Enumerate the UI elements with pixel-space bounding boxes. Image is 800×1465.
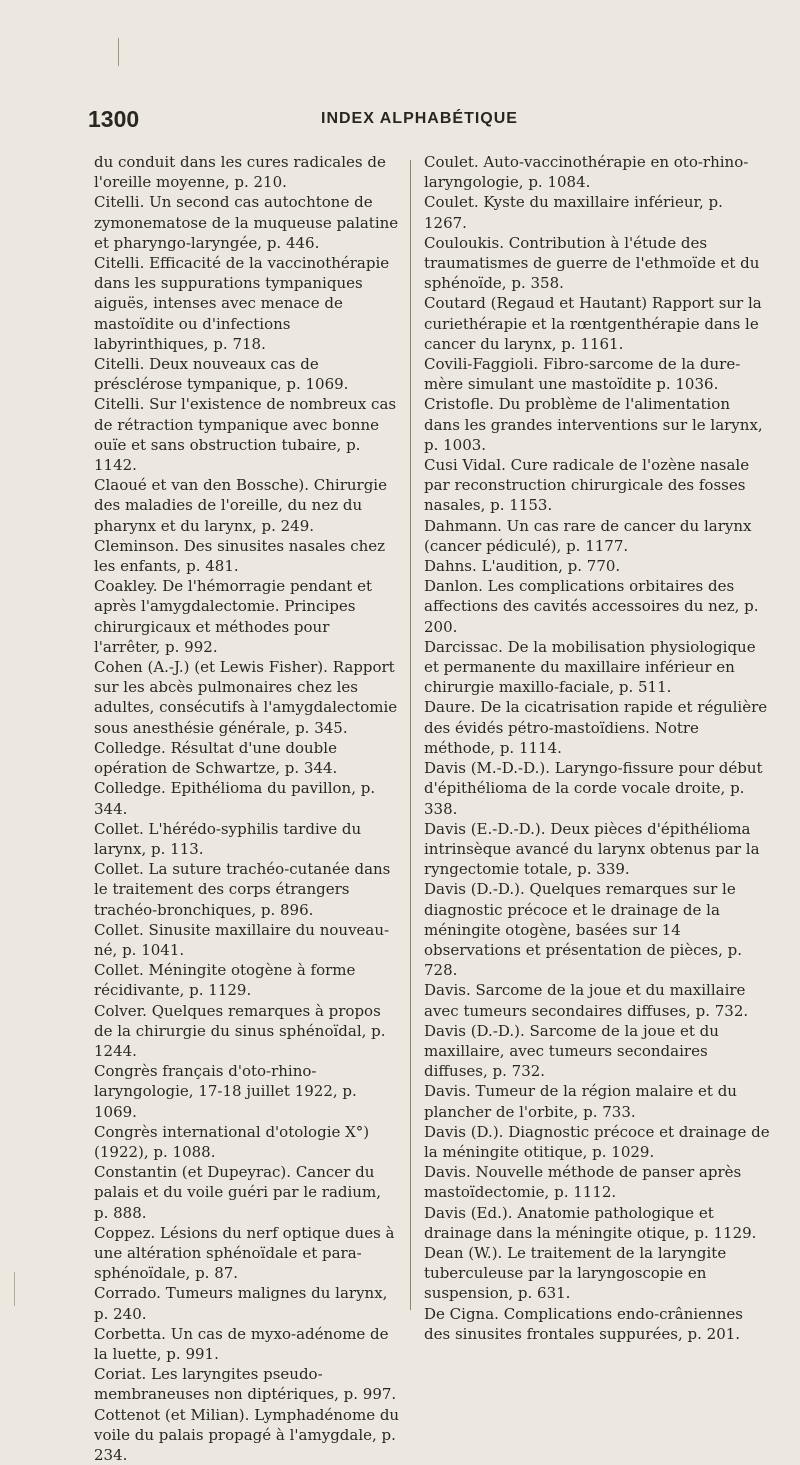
scan-mark <box>118 38 119 66</box>
index-entry: Daure. De la cicatrisation rapide et régulière des évidés pétro-mastoïdiens. Notre méthode, p. 1114. <box>424 698 768 757</box>
index-entry: Davis (E.-D.-D.). Deux pièces d'épithélioma intrinsèque avancé du larynx obtenus par la ryngectomie totale, p. 339. <box>424 819 760 879</box>
left-column <box>94 152 400 1465</box>
index-entry: Covili-Faggioli. Fibro-sarcome de la dure-mère simulant une mastoïdite p. 1036. <box>424 355 741 394</box>
index-entry: Danlon. Les complications orbitaires des affections des cavités accessoires du nez, p. 200. <box>424 577 759 636</box>
index-entry: Claoué et van den Bossche). Chirurgie des maladies de l'oreille, du nez du pharynx et du larynx, p. 249. <box>94 476 387 535</box>
index-entry: Colledge. Résultat d'une double opération de Schwartze, p. 344. <box>94 738 338 778</box>
index-entry: Dahmann. Un cas rare de cancer du larynx (cancer pédiculé), p. 1177. <box>424 516 752 555</box>
index-entry: Davis (Ed.). Anatomie pathologique et drainage dans la méningite otique, p. 1129. <box>424 1203 757 1242</box>
index-entry: Collet. Méningite otogène à forme récidivante, p. 1129. <box>94 961 356 1000</box>
index-entry: Constantin (et Dupeyrac). Cancer du palais et du voile guéri par le radium, p. 888. <box>94 1163 381 1222</box>
index-entry: Coutard (Regaud et Hautant) Rapport sur la curiethérapie et la rœntgenthérapie dans le cancer du larynx, p. 1161. <box>424 294 762 353</box>
index-entry: Cusi Vidal. Cure radicale de l'ozène nasale par reconstruction chirurgicale des fosses nasales, p. 1153. <box>424 456 750 515</box>
index-entry: Cohen (A.-J.) (et Lewis Fisher). Rapport sur les abcès pulmonaires chez les adultes, consécutifs à l'amygdalectomie sous anesthésie générale, p. 345. <box>94 658 398 737</box>
index-entry: Davis (M.-D.-D.). Laryngo-fissure pour début d'épithélioma de la corde vocale droite, p. 338. <box>424 759 763 818</box>
index-entry: Couloukis. Contribution à l'étude des traumatismes de guerre de l'ethmoïde et du sphénoïde, p. 358. <box>424 233 760 293</box>
index-entry: Coakley. De l'hémorragie pendant et après l'amygdalectomie. Principes chirurgicaux et méthodes pour l'arrêter, p. 992. <box>94 577 372 656</box>
index-entry: Cleminson. Des sinusites nasales chez les enfants, p. 481. <box>94 536 386 576</box>
index-entry: Congrès international d'otologie X°) (1922), p. 1088. <box>94 1122 370 1161</box>
index-entry: Davis. Nouvelle méthode de panser après mastoïdectomie, p. 1112. <box>424 1163 742 1202</box>
index-entry: Cristofle. Du problème de l'alimentation dans les grandes interventions sur le larynx, p. 1003. <box>424 395 763 454</box>
page-number: 1300 <box>88 106 140 132</box>
index-entry: Citelli. Sur l'existence de nombreux cas de rétraction tympanique avec bonne ouïe et sans obstruction tubaire, p. 1142. <box>94 395 397 475</box>
index-entry: Colledge. Epithélioma du pavillon, p. 344. <box>94 779 376 818</box>
index-entry: Davis (D.-D.). Sarcome de la joue et du maxillaire, avec tumeurs secondaires diffuses, p. 732. <box>424 1021 719 1081</box>
index-entry: Collet. Sinusite maxillaire du nouveau-né, p. 1041. <box>94 920 390 959</box>
index-entry: Dean (W.). Le traitement de la laryngite tuberculeuse par la laryngoscopie en suspension, p. 631. <box>424 1243 727 1303</box>
index-entry: Corrado. Tumeurs malignes du larynx, p. 240. <box>94 1284 388 1323</box>
index-entry: Davis (D.). Diagnostic précoce et drainage de la méningite otitique, p. 1029. <box>424 1122 770 1161</box>
index-entry: Dahns. L'audition, p. 770. <box>424 557 621 576</box>
right-column <box>424 152 770 1344</box>
index-entry: Collet. La suture trachéo-cutanée dans le traitement des corps étrangers trachéo-bronchiques, p. 896. <box>94 860 391 919</box>
index-entry: du conduit dans les cures radicales de l'oreille moyenne, p. 210. <box>94 153 386 192</box>
index-entry: Davis. Tumeur de la région malaire et du plancher de l'orbite, p. 733. <box>424 1082 737 1121</box>
running-title: INDEX ALPHABÉTIQUE <box>321 110 518 127</box>
index-entry: Coulet. Auto-vaccinothérapie en oto-rhino-laryngologie, p. 1084. <box>424 153 749 192</box>
page-header <box>88 106 778 136</box>
index-entry: Coppez. Lésions du nerf optique dues à une altération sphénoïdale et para-sphénoïdale, p. 87. <box>94 1223 395 1283</box>
index-entry: Davis. Sarcome de la joue et du maxillaire avec tumeurs secondaires diffuses, p. 732. <box>424 981 749 1020</box>
index-entry: Citelli. Deux nouveaux cas de présclérose tympanique, p. 1069. <box>94 355 349 394</box>
index-entry: Citelli. Efficacité de la vaccinothérapie dans les suppurations tympaniques aiguës, intenses avec menace de mastoïdite ou d'infections labyrinthiques, p. 718. <box>94 254 390 353</box>
index-entry: Corbetta. Un cas de myxo-adénome de la luette, p. 991. <box>94 1324 389 1363</box>
scan-mark <box>14 1272 15 1306</box>
index-entry: Coriat. Les laryngites pseudo-membraneuses non diptériques, p. 997. <box>94 1365 397 1404</box>
index-entry: Citelli. Un second cas autochtone de zymonematose de la muqueuse palatine et pharyngo-laryngée, p. 446. <box>94 193 399 252</box>
index-entry: Collet. L'hérédo-syphilis tardive du larynx, p. 113. <box>94 819 362 858</box>
index-entry: Congrès français d'oto-rhino-laryngologie, 17-18 juillet 1922, p. 1069. <box>94 1062 357 1121</box>
index-entry: Davis (D.-D.). Quelques remarques sur le diagnostic précoce et le drainage de la méningite otogène, basées sur 14 observations et présentation de pièces, p. 728. <box>424 880 742 980</box>
index-entry: De Cigna. Complications endo-crâniennes des sinusites frontales suppurées, p. 201. <box>424 1304 743 1343</box>
index-entry: Cottenot (et Milian). Lymphadénome du voile du palais propagé à l'amygdale, p. 234. <box>94 1405 400 1464</box>
index-entry: Darcissac. De la mobilisation physiologique et permanente du maxillaire inférieur en chirurgie maxillo-faciale, p. 511. <box>424 637 756 697</box>
column-divider <box>410 160 411 1310</box>
index-entry: Coulet. Kyste du maxillaire inférieur, p. 1267. <box>424 193 723 232</box>
index-entry: Colver. Quelques remarques à propos de la chirurgie du sinus sphénoïdal, p. 1244. <box>94 1001 386 1060</box>
